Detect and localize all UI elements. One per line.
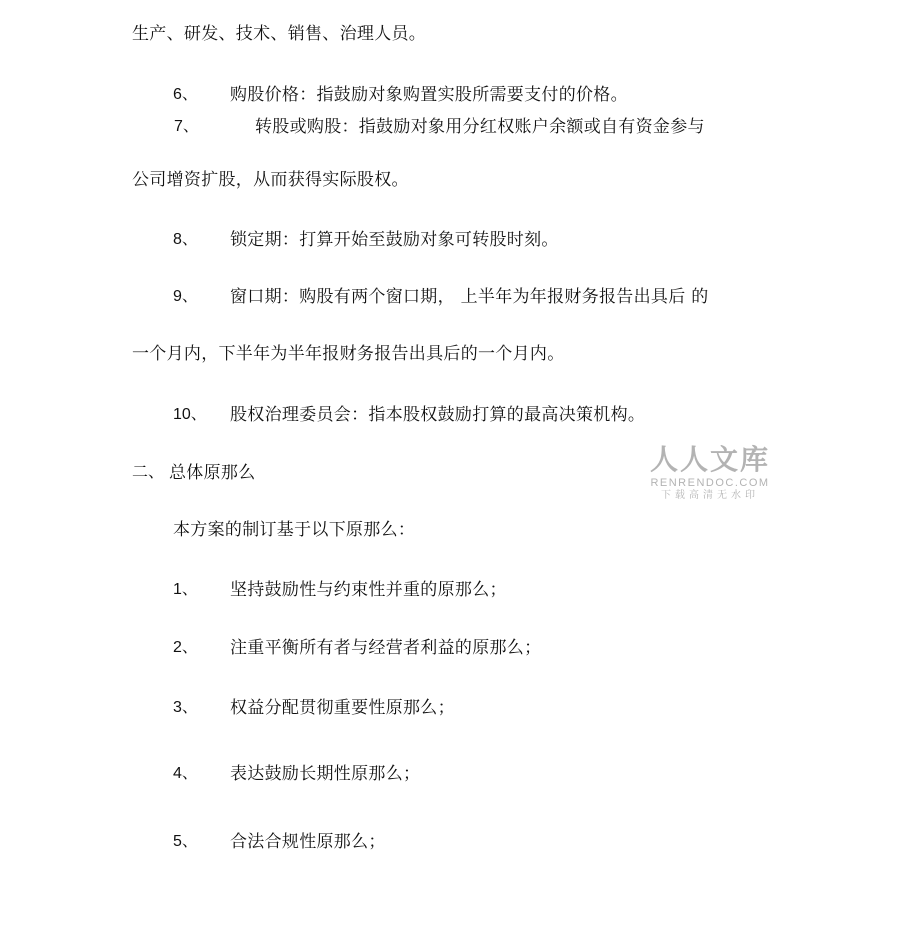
principle-number: 3、 — [173, 699, 198, 716]
paragraph-line: 生产、研发、技术、销售、治理人员。 — [132, 24, 427, 44]
principle-number: 4、 — [173, 765, 198, 782]
section-number: 二、 — [132, 464, 165, 481]
watermark-url: RENRENDOC.COM — [650, 477, 770, 489]
paragraph-line: 公司增资扩股，从而获得实际股权。 — [132, 170, 409, 190]
principle-number: 1、 — [173, 581, 198, 598]
item-text: 转股或购股：指鼓励对象用分红权账户余额或自有资金参与 — [255, 117, 705, 137]
item-text: 股权治理委员会：指本股权鼓励打算的最高决策机构。 — [230, 405, 646, 425]
principle-number: 2、 — [173, 639, 198, 656]
principle-text: 表达鼓励长期性原那么； — [230, 764, 421, 784]
principle-text: 权益分配贯彻重要性原那么； — [230, 698, 455, 718]
principle-number: 5、 — [173, 833, 198, 850]
principle-text: 坚持鼓励性与约束性并重的原那么； — [230, 580, 507, 600]
watermark-title: 人人文库 — [649, 443, 770, 476]
paragraph-line: 本方案的制订基于以下原那么： — [173, 520, 416, 540]
principle-text: 合法合规性原那么； — [230, 832, 386, 852]
paragraph-line: 一个月内，下半年为半年报财务报告出具后的一个月内。 — [132, 344, 565, 364]
watermark-logo — [646, 443, 774, 503]
item-text: 窗口期：购股有两个窗口期， 上半年为年报财务报告出具后 的 — [230, 287, 709, 307]
item-number: 6、 — [173, 86, 198, 103]
principle-text: 注重平衡所有者与经营者利益的原那么； — [230, 638, 542, 658]
item-number: 9、 — [173, 288, 198, 305]
item-text: 锁定期：打算开始至鼓励对象可转股时刻。 — [230, 230, 559, 250]
watermark-subtitle: 下载高清无水印 — [661, 490, 759, 501]
section-heading: 总体原那么 — [169, 463, 256, 483]
item-number: 8、 — [173, 231, 198, 248]
item-text: 购股价格：指鼓励对象购置实股所需要支付的价格。 — [230, 85, 628, 105]
item-number: 7、 — [174, 118, 199, 135]
item-number: 10、 — [173, 406, 207, 423]
